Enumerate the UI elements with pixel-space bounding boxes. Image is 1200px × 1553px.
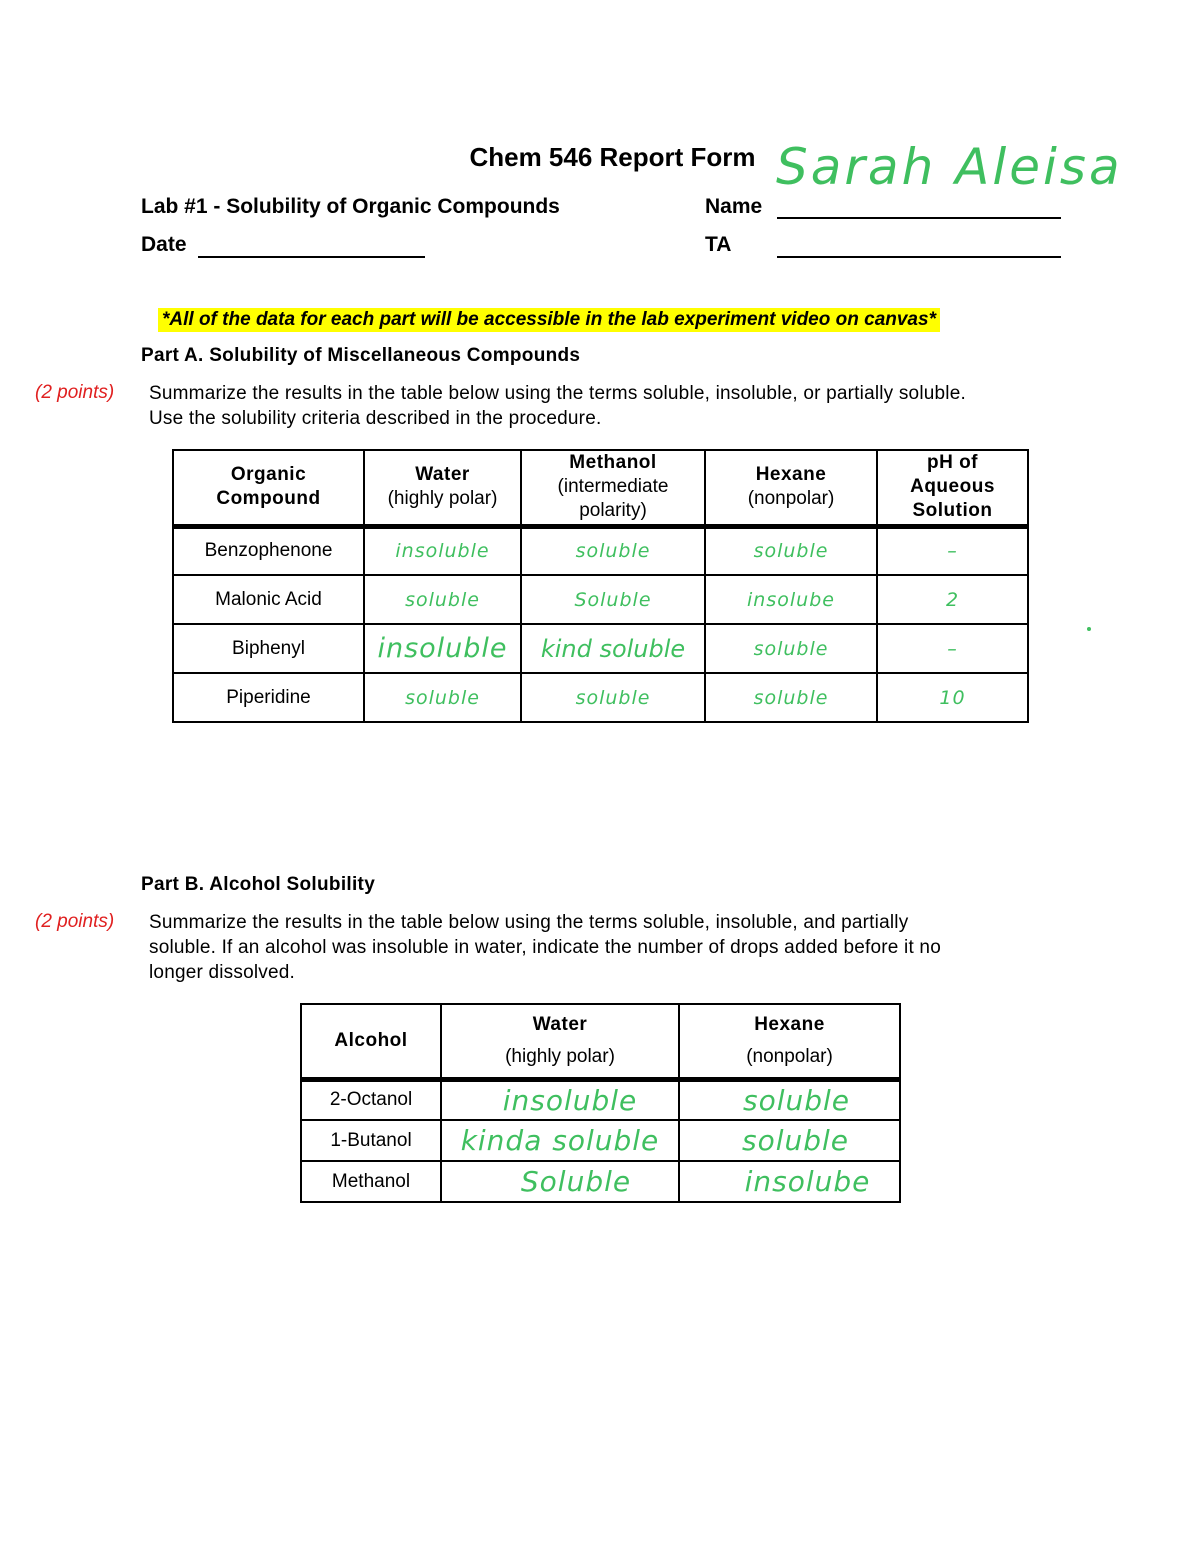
canvas-notice: *All of the data for each part will be accessible in the lab experiment video on canvas* [158, 308, 940, 332]
name-label: Name [705, 195, 763, 218]
header-methanol: Methanol (intermediate polarity) [521, 450, 705, 526]
part-b-instruction-line: longer dissolved. [149, 962, 295, 983]
part-a-points: (2 points) [35, 382, 115, 403]
part-b-table [300, 1003, 901, 1203]
header-alcohol: Alcohol [301, 1004, 441, 1079]
hexane-answer[interactable]: soluble [705, 673, 877, 722]
methanol-answer[interactable]: Soluble [521, 575, 705, 624]
table-row [301, 1079, 900, 1120]
compound-cell: Malonic Acid [173, 575, 364, 624]
header-ph: pH of Aqueous Solution [877, 450, 1028, 526]
hexane-answer[interactable]: soluble [679, 1120, 900, 1161]
part-b-points: (2 points) [35, 911, 115, 932]
hexane-answer[interactable]: insolube [705, 575, 877, 624]
alcohol-cell: 2-Octanol [301, 1079, 441, 1120]
header-organic-compound: Organic Compound [173, 450, 364, 526]
date-line[interactable] [198, 256, 425, 258]
water-answer[interactable]: kinda soluble [441, 1120, 679, 1161]
water-answer[interactable]: insoluble [364, 624, 521, 673]
table-row [173, 575, 1028, 624]
part-b-heading: Part B. Alcohol Solubility [141, 874, 376, 895]
compound-cell: Biphenyl [173, 624, 364, 673]
date-label: Date [141, 233, 187, 256]
ta-label: TA [705, 233, 732, 256]
table-row [173, 526, 1028, 575]
hexane-answer[interactable]: soluble [679, 1079, 900, 1120]
lab-title: Lab #1 - Solubility of Organic Compounds [141, 195, 560, 218]
part-b-instruction-line: soluble. If an alcohol was insoluble in water, indicate the number of drops added before it no [149, 937, 941, 958]
part-a-table [172, 449, 1029, 723]
compound-cell: Benzophenone [173, 526, 364, 575]
table-row [173, 673, 1028, 722]
water-answer[interactable]: soluble [364, 575, 521, 624]
part-a-instruction-line: Use the solubility criteria described in the procedure. [149, 408, 602, 429]
page-title: Chem 546 Report Form [469, 142, 756, 172]
hexane-answer[interactable]: insolube [679, 1161, 900, 1202]
compound-cell: Piperidine [173, 673, 364, 722]
water-answer[interactable]: insoluble [441, 1079, 679, 1120]
table-row [301, 1120, 900, 1161]
methanol-answer[interactable]: soluble [521, 526, 705, 575]
header-water: Water (highly polar) [441, 1004, 679, 1079]
header-water: Water (highly polar) [364, 450, 521, 526]
table-row [301, 1161, 900, 1202]
ph-answer[interactable]: 2 [877, 575, 1028, 624]
ink-dot [1087, 627, 1091, 631]
header-hexane: Hexane (nonpolar) [679, 1004, 900, 1079]
methanol-answer[interactable]: soluble [521, 673, 705, 722]
ph-answer[interactable]: – [877, 526, 1028, 575]
name-line[interactable] [777, 217, 1061, 219]
name-signature: Sarah Aleisa [776, 138, 1123, 196]
alcohol-cell: 1-Butanol [301, 1120, 441, 1161]
part-b-instruction-line: Summarize the results in the table below using the terms soluble, insoluble, and partially [149, 912, 909, 933]
water-answer[interactable]: soluble [364, 673, 521, 722]
ta-line[interactable] [777, 256, 1061, 258]
water-answer[interactable]: Soluble [441, 1161, 679, 1202]
part-a-instruction-line: Summarize the results in the table below using the terms soluble, insoluble, or partially soluble. [149, 383, 966, 404]
table-header-row [301, 1004, 900, 1079]
header-hexane: Hexane (nonpolar) [705, 450, 877, 526]
hexane-answer[interactable]: soluble [705, 526, 877, 575]
part-b-instructions [149, 910, 941, 985]
methanol-answer[interactable]: kind soluble [521, 624, 705, 673]
part-a-heading: Part A. Solubility of Miscellaneous Compounds [141, 345, 581, 366]
table-row [173, 624, 1028, 673]
water-answer[interactable]: insoluble [364, 526, 521, 575]
alcohol-cell: Methanol [301, 1161, 441, 1202]
ph-answer[interactable]: 10 [877, 673, 1028, 722]
hexane-answer[interactable]: soluble [705, 624, 877, 673]
table-header-row [173, 450, 1028, 526]
ph-answer[interactable]: – [877, 624, 1028, 673]
part-a-instructions [149, 381, 966, 431]
